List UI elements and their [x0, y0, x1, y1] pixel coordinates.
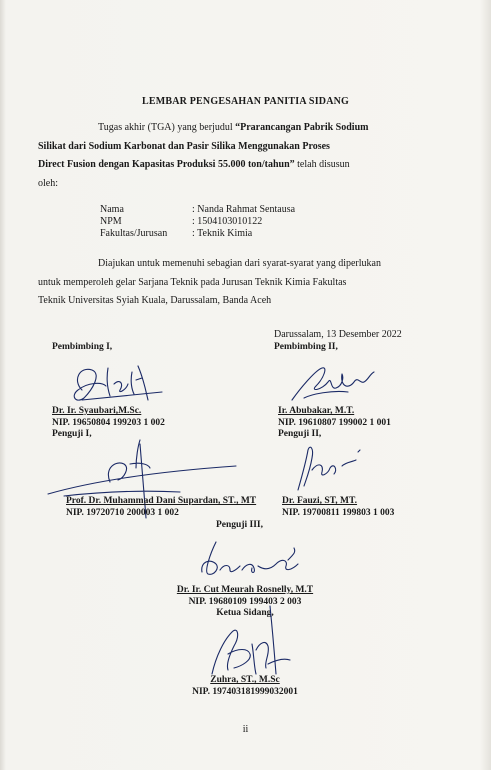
- penguji3-role: Penguji III,: [216, 520, 263, 530]
- ketua-name: Zuhra, ST., M.Sc: [210, 675, 280, 685]
- ketua-nip: NIP. 197403181999032001: [192, 686, 298, 697]
- pembimbing1-role: Pembimbing I,: [52, 342, 113, 352]
- penguji2-role: Penguji II,: [278, 429, 322, 439]
- purpose-line-1: Diajukan untuk memenuhi sebagian dari syarat-syarat yang diperlukan: [98, 258, 381, 269]
- intro-text-1: Tugas akhir (TGA) yang berjudul: [98, 122, 236, 133]
- pembimbing2-block: [278, 406, 391, 441]
- penguji1-role: Penguji I,: [52, 429, 92, 439]
- pembimbing1-block: [52, 406, 165, 441]
- intro-title-end: Direct Fusion dengan Kapasitas Produksi 55.000 ton/tahun”: [38, 159, 295, 170]
- identity-label: NPM: [100, 216, 122, 227]
- intro-title-mid: Silikat dari Sodium Karbonat dan Pasir Silika Menggunakan Proses: [38, 140, 330, 152]
- penguji2-block: [282, 496, 394, 519]
- pembimbing1-signature: [62, 360, 166, 410]
- pembimbing2-name: Ir. Abubakar, M.T.: [278, 406, 355, 416]
- pembimbing2-nip: NIP. 19610807 199002 1 001: [278, 417, 391, 428]
- penguji1-block: [66, 496, 256, 519]
- penguji1-name: Prof. Dr. Muhammad Dani Supardan, ST., MT: [66, 496, 257, 506]
- identity-value: : 1504103010122: [192, 216, 263, 227]
- identity-value: : Teknik Kimia: [192, 228, 253, 239]
- intro-paragraph: [38, 119, 456, 193]
- penguji1-nip: NIP. 19720710 200003 1 002: [66, 507, 179, 518]
- intro-title-start: “Prarancangan Pabrik Sodium: [235, 122, 369, 133]
- ketua-role: Ketua Sidang,: [216, 608, 274, 618]
- page-number: ii: [242, 724, 249, 735]
- ketua-block: [170, 675, 320, 698]
- penguji2-name: Dr. Fauzi, ST, MT.: [282, 496, 358, 506]
- student-identity: [100, 204, 295, 240]
- penguji3-nip: NIP. 19680109 199403 2 003: [188, 596, 302, 607]
- page-title: LEMBAR PENGESAHAN PANITIA SIDANG: [141, 96, 350, 107]
- pembimbing1-nip: NIP. 19650804 199203 1 002: [52, 417, 165, 428]
- purpose-paragraph: [38, 255, 456, 311]
- penguji3-name: Dr. Ir. Cut Meurah Rosnelly, M.T: [176, 585, 314, 595]
- identity-row: [100, 204, 295, 216]
- identity-row: [100, 228, 295, 240]
- purpose-line-3: Teknik Universitas Syiah Kuala, Darussalam, Banda Aceh: [38, 295, 272, 306]
- penguji2-nip: NIP. 19700811 199803 1 003: [282, 507, 395, 518]
- intro-text-3: oleh:: [38, 177, 58, 189]
- identity-label: Nama: [100, 204, 124, 215]
- penguji2-signature: [286, 440, 366, 494]
- pembimbing2-role: Pembimbing II,: [274, 342, 338, 352]
- identity-row: [100, 216, 295, 228]
- penguji3-signature: [196, 540, 306, 588]
- pembimbing1-name: Dr. Ir. Syaubari,M.Sc.: [52, 406, 142, 416]
- place-date: Darussalam, 13 Desember 2022: [274, 329, 402, 340]
- identity-label: Fakultas/Jurusan: [100, 228, 168, 239]
- intro-text-2: telah disusun: [294, 159, 350, 170]
- pembimbing2-signature: [282, 360, 386, 406]
- identity-value: : Nanda Rahmat Sentausa: [192, 204, 296, 215]
- purpose-line-2: untuk memperoleh gelar Sarjana Teknik pada Jurusan Teknik Kimia Fakultas: [38, 276, 347, 288]
- ketua-signature: [204, 604, 294, 676]
